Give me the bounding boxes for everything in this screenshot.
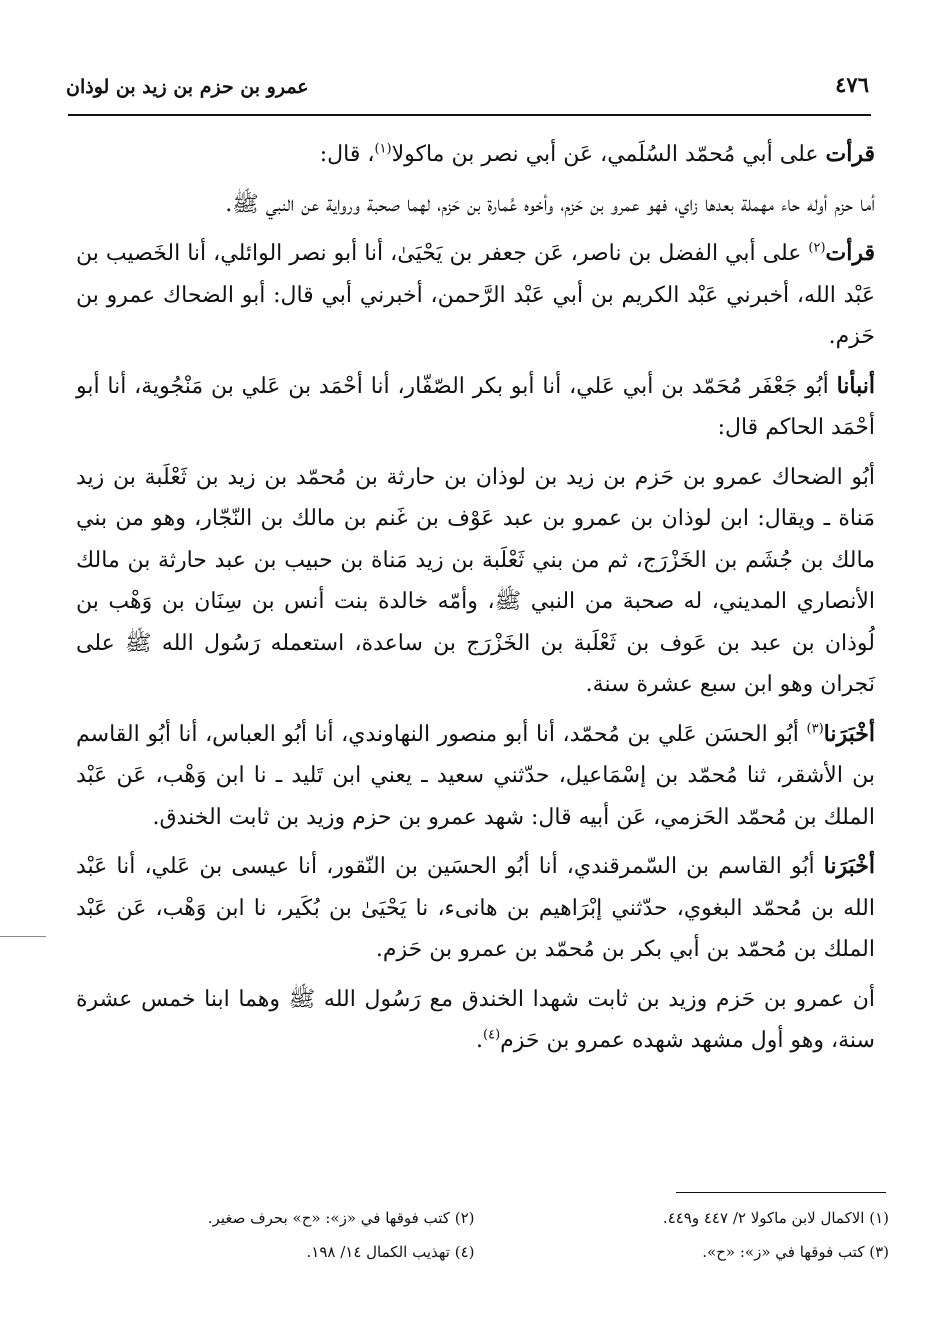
paragraph-tail: ، قال: [319,142,375,167]
page-header [66,72,871,112]
footnote: (٣) كتب فوقها في «ز»: «ح». [702,1243,889,1261]
paragraph-text: أما حزم أوله حاء مهملة بعدها زاي، فهو عمرو بن حَزم، وأخوه عُمارة بن حَزم، لهما صحبة ورواية عن النبي ﷺ. [225,191,875,217]
paragraph [76,714,875,839]
footnote-ref: (٤) [483,1027,501,1043]
paragraph-text: أن عمرو بن حَزم وزيد بن ثابت شهدا الخندق مع رَسُول الله ﷺ وهما ابنا خمس عشرة سنة، وهو أول مشهد شهده عمرو بن حَزم [76,986,875,1053]
paragraph [76,846,875,971]
paragraph [76,184,875,226]
header-rule [68,114,871,116]
scan-artifact-line [0,936,46,937]
paragraph-text: أبُو الضحاك عمرو بن حَزم بن زيد بن لوذان بن حارثة بن مُحمّد بن زيد بن ثَعْلَبة بن زيد مَناة ـ ويقال: ابن لوذان بن عمرو بن عبد عَوْف بن غَنم بن مالك بن النّجّار، وهو من بني مالك بن جُشَم بن الخَزْرَج، ثم من بني ثَعْلَبة بن زيد مَناة بن حبيب بن عبد حارثة بن مالك الأنصاري المديني، له صحبة من النبي ﷺ، وأمّه خالدة بنت أنس بن سِنَان بن وَهْب بن لُوذان بن عبد بن عَوف بن ثَعْلَبة بن الخَزْرَج بن ساعدة، استعمله رَسُول الله ﷺ على نَجران وهو ابن سبع عشرة سنة. [76,464,875,697]
running-title: عمرو بن حزم بن زيد بن لوذان [66,76,309,98]
footnote: (٢) كتب فوقها في «ز»: «ح» بحرف صغير. [207,1209,475,1227]
paragraph-tail: على أبي الفضل بن ناصر، عَن جعفر بن يَحْيَىٰ، أنا أبو نصر الوائلي، أنا الخَصيب بن عَبْد الله، أخبرني عَبْد الكريم بن أبي عَبْد الرَّحمن، أخبرني أبي قال: أبو الضحاك عمرو بن حَزم. [76,241,875,349]
paragraph-text: أبُو جَعْفَر مُحَمّد بن أبي عَلي، أنا أبو بكر الصّفّار، أنا أحْمَد بن عَلي بن مَنْجُوية، أنا أبو أحْمَد الحاكم قال: [76,373,875,440]
paragraph [76,233,875,358]
paragraph-tail: أبُو الحسَن عَلي بن مُحمّد، أنا أبو منصور النهاوندي، أنا أبُو العباس، أنا أبُو القاسم بن الأشقر، ثنا مُحمّد بن إسْمَاعيل، حدّثني سعيد ـ يعني ابن تَليد ـ نا ابن وَهْب، عَن عَبْد الملك بن مُحمّد الحَزمي، عَن أبيه قال: شهد عمرو بن حزم وزيد بن ثابت الخندق. [76,721,875,830]
footnote-ref: (٢) [808,240,826,256]
paragraph-text: على أبي مُحمّد السُلَمي، عَن أبي نصر بن ماكولا [391,142,826,167]
paragraph [76,457,875,706]
paragraph-lead-word: أخْبَرَنا [823,853,875,879]
paragraph-lead-word: أخْبَرَنا [823,720,875,747]
paragraph [76,366,875,449]
paragraph-lead-word: قرأت [825,240,875,266]
footnote-ref: (٣) [806,721,824,737]
body-text [76,134,875,1070]
footnote: (١) الاكمال لابن ماكولا ٢/ ٤٤٧ و٤٤٩. [662,1209,889,1227]
footnote-separator [676,1192,886,1193]
paragraph-text: أبُو القاسم بن السّمرقندي، أنا أبُو الحسَين بن النّقور، أنا عيسى بن عَلي، أنا عَبْد الله بن مُحمّد البغوي، حدّثني إبْرَاهيم بن هانىء، نا يَحْيَىٰ بن بُكَير، نا ابن وَهْب، عَن عَبْد الملك بن مُحمّد بن أبي بكر بن مُحمّد بن عمرو بن حَزم. [76,854,875,962]
footnote-ref: (١) [374,141,392,157]
footnotes [120,1203,889,1267]
paragraph [76,134,875,176]
paragraph [76,979,875,1062]
footnote: (٤) تهذيب الكمال ١٤/ ١٩٨. [306,1243,475,1261]
paragraph-lead-word: أنبأنا [836,372,875,399]
paragraph-lead-word: قرأت [825,141,875,167]
paragraph-tail: . [476,1028,484,1053]
page-number: ٤٧٦ [835,72,869,97]
